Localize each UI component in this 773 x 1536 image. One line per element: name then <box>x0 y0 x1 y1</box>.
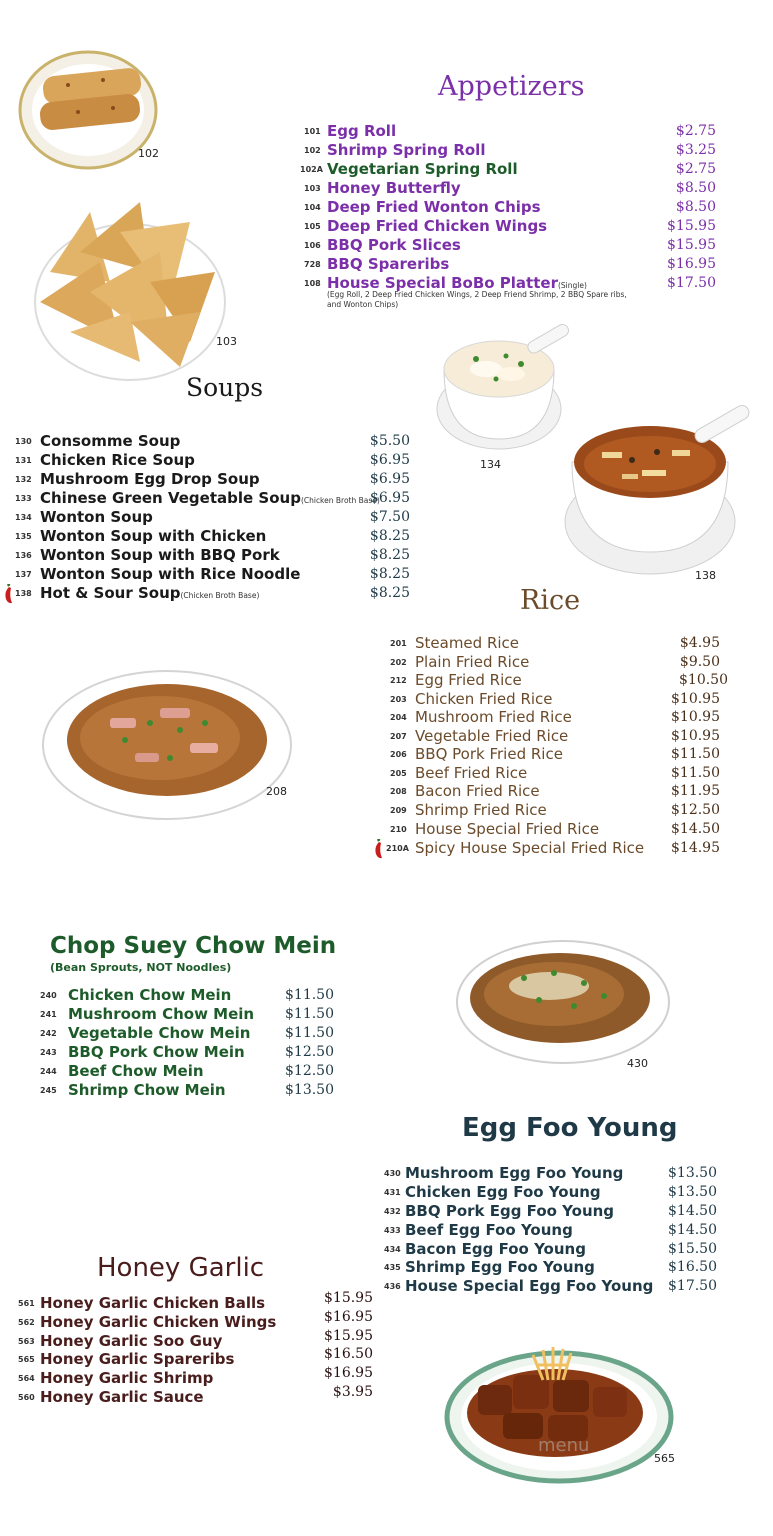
hot-sour-soup-photo <box>562 402 758 577</box>
list-item: 206 BBQ Pork Fried Rice $11.50 <box>390 745 720 763</box>
honey-garlic-section <box>0 1245 773 1536</box>
list-item: 138 Hot & Sour Soup(Chicken Broth Base) $8.25 <box>0 584 415 603</box>
list-item: 430 Mushroom Egg Foo Young $13.50 <box>384 1164 717 1182</box>
photo-label-208: 208 <box>266 785 287 798</box>
list-item: 102A Vegetarian Spring Roll $2.75 <box>300 160 716 178</box>
list-item: 103 Honey Butterfly $8.50 <box>304 179 716 197</box>
list-item: 435 Shrimp Egg Foo Young $16.50 <box>384 1258 717 1276</box>
list-item: 105 Deep Fried Chicken Wings $15.95 <box>304 217 716 235</box>
list-item: 101 Egg Roll $2.75 <box>304 122 716 140</box>
list-item: 433 Beef Egg Foo Young $14.50 <box>384 1221 717 1239</box>
chow-mein-section <box>0 925 420 1110</box>
list-item: 203 Chicken Fried Rice $10.95 <box>390 690 720 708</box>
list-item: 561 Honey Garlic Chicken Balls $15.95 <box>18 1290 373 1312</box>
list-item: 104 Deep Fried Wonton Chips $8.50 <box>304 198 716 216</box>
list-item: 564 Honey Garlic Shrimp $16.95 <box>18 1365 373 1387</box>
platter-description: (Egg Roll, 2 Deep Fried Chicken Wings, 2 Deep Friend Shrimp, 2 BBQ Spare ribs, and Wonton Chips) <box>327 290 627 309</box>
list-item: 134 Wonton Soup $7.50 <box>15 508 410 526</box>
list-item: 130 Consomme Soup $5.50 <box>15 432 410 450</box>
egg-foo-young-photo <box>454 938 672 1066</box>
appetizers-list <box>300 122 720 322</box>
photo-label-102: 102 <box>138 147 159 160</box>
egg-foo-young-title: Egg Foo Young <box>462 1113 678 1143</box>
rice-title: Rice <box>520 585 581 616</box>
list-item: 212 Egg Fried Rice $10.50 <box>390 671 728 689</box>
list-item: 728 BBQ Spareribs $16.95 <box>304 255 716 273</box>
honey-garlic-list <box>0 1290 380 1414</box>
list-item: 243 BBQ Pork Chow Mein $12.50 <box>40 1043 334 1061</box>
appetizers-section <box>0 0 773 348</box>
soups-title: Soups <box>186 373 264 402</box>
chow-mein-list <box>0 986 340 1106</box>
list-item: 565 Honey Garlic Spareribs $16.50 <box>18 1346 373 1368</box>
list-item: 434 Bacon Egg Foo Young $15.50 <box>384 1240 717 1258</box>
wonton-soup-photo <box>436 324 576 459</box>
chow-mein-title: Chop Suey Chow Mein <box>50 933 337 959</box>
list-item: 108 House Special BoBo Platter(Single) $17.50 <box>304 274 716 292</box>
spareribs-photo <box>443 1325 675 1485</box>
list-item: 202 Plain Fried Rice $9.50 <box>390 653 720 671</box>
list-item: 210A Spicy House Special Fried Rice $14.95 <box>370 839 720 858</box>
list-item: 133 Chinese Green Vegetable Soup(Chicken Broth Base) $6.95 <box>15 489 410 507</box>
list-item: 240 Chicken Chow Mein $11.50 <box>40 986 334 1004</box>
list-item: 562 Honey Garlic Chicken Wings $16.95 <box>18 1309 373 1331</box>
photo-label-138: 138 <box>695 569 716 582</box>
list-item: 244 Beef Chow Mein $12.50 <box>40 1062 334 1080</box>
list-item: 106 BBQ Pork Slices $15.95 <box>304 236 716 254</box>
rice-list <box>370 634 728 864</box>
egg-roll-photo <box>18 50 158 170</box>
list-item: 209 Shrimp Fried Rice $12.50 <box>390 801 720 819</box>
list-item: 208 Bacon Fried Rice $11.95 <box>390 782 720 800</box>
list-item: 431 Chicken Egg Foo Young $13.50 <box>384 1183 717 1201</box>
list-item: 137 Wonton Soup with Rice Noodle $8.25 <box>15 565 410 583</box>
list-item: 135 Wonton Soup with Chicken $8.25 <box>15 527 410 545</box>
list-item: 242 Vegetable Chow Mein $11.50 <box>40 1024 334 1042</box>
list-item: 136 Wonton Soup with BBQ Pork $8.25 <box>15 546 410 564</box>
list-item: 560 Honey Garlic Sauce $3.95 <box>18 1384 373 1406</box>
photo-label-103: 103 <box>216 335 237 348</box>
list-item: 131 Chicken Rice Soup $6.95 <box>15 451 410 469</box>
list-item: 201 Steamed Rice $4.95 <box>390 634 720 652</box>
fried-rice-photo <box>40 668 295 823</box>
photo-label-565: 565 <box>654 1452 675 1465</box>
list-item: 207 Vegetable Fried Rice $10.95 <box>390 727 720 745</box>
rice-section <box>0 580 773 870</box>
list-item: 245 Shrimp Chow Mein $13.50 <box>40 1081 334 1099</box>
list-item: 432 BBQ Pork Egg Foo Young $14.50 <box>384 1202 717 1220</box>
chow-mein-subtitle: (Bean Sprouts, NOT Noodles) <box>50 961 232 974</box>
list-item: 205 Beef Fried Rice $11.50 <box>390 764 720 782</box>
appetizers-title: Appetizers <box>438 71 585 102</box>
spicy-pepper-icon <box>373 839 385 863</box>
list-item: 210 House Special Fried Rice $14.50 <box>390 820 720 838</box>
photo-label-134: 134 <box>480 458 501 471</box>
photo-label-430: 430 <box>627 1057 648 1070</box>
list-item: 436 House Special Egg Foo Young $17.50 <box>384 1277 717 1295</box>
list-item: 132 Mushroom Egg Drop Soup $6.95 <box>15 470 410 488</box>
list-item: 241 Mushroom Chow Mein $11.50 <box>40 1005 334 1023</box>
list-item: 204 Mushroom Fried Rice $10.95 <box>390 708 720 726</box>
soups-section <box>0 320 773 610</box>
list-item: 102 Shrimp Spring Roll $3.25 <box>304 141 716 159</box>
honey-garlic-title: Honey Garlic <box>97 1253 265 1283</box>
watermark-text: menu <box>538 1435 590 1456</box>
list-item: 563 Honey Garlic Soo Guy $15.95 <box>18 1328 373 1350</box>
